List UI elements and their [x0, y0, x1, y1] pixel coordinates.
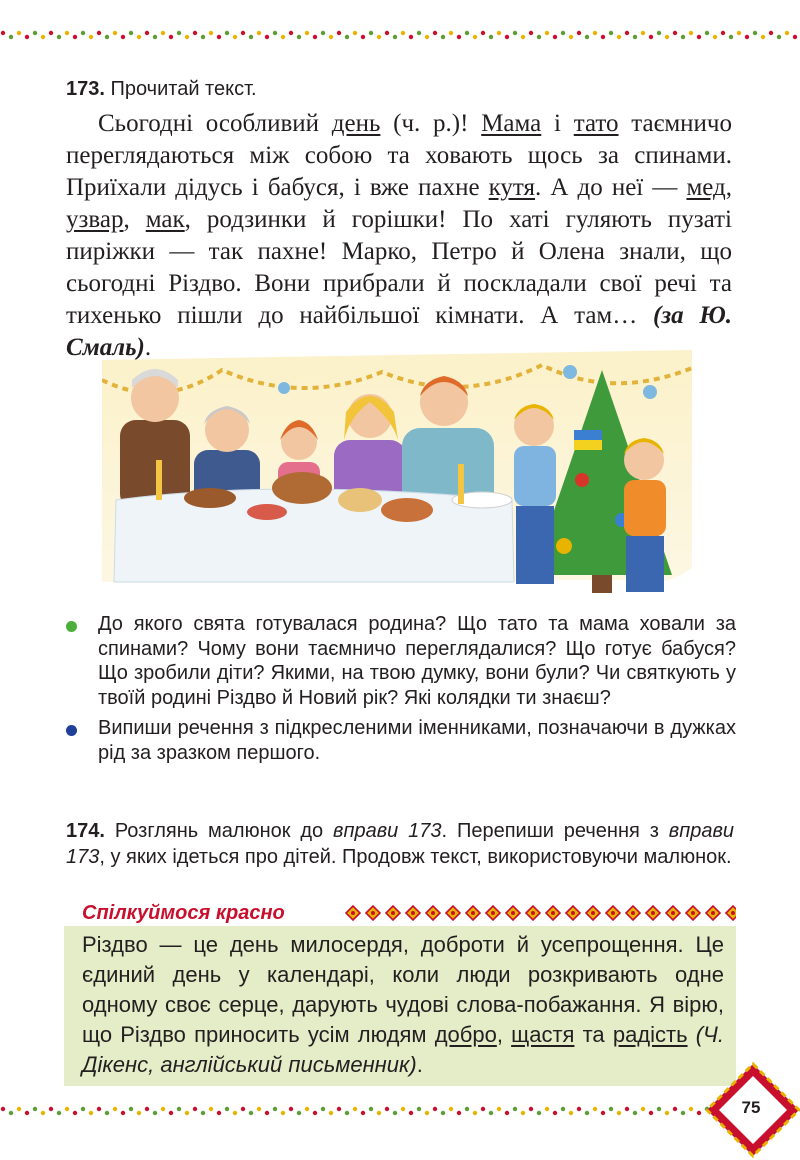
- bullet-icon: [66, 725, 77, 736]
- questions-list: [66, 612, 736, 771]
- text-run: , у яких ідеться про дітей. Продовж текст, використовуючи малюнок.: [99, 846, 732, 868]
- underlined-noun: мед: [686, 174, 726, 201]
- text-run: Сьогодні особливий: [98, 110, 332, 137]
- underlined-noun: кутя: [488, 174, 536, 201]
- text-run: , родзинки й горішки! По хаті гуляють пузаті пиріжки — так пахне! Марко, Петро й Олена знали, що сьогодні Різдво. Вони прибрали й поскладали свої речі та тихенько пішли до найбільшої кімнати. А там…: [66, 206, 732, 329]
- question-text: До якого свята готувалася родина? Що тато та мама ховали за спинами? Чому вони таємничо переглядалися? Що готує бабуся? Що зробили діти? Якими, на твою думку, вони були? Чи святкують у твоїй родині Різдво й Новий рік? Які колядки ти знаєш?: [98, 613, 736, 709]
- text-run: [688, 1022, 696, 1047]
- underlined-noun: добро: [434, 1022, 497, 1047]
- bottom-ornament-border: [0, 1104, 720, 1118]
- bullet-icon: [66, 621, 77, 632]
- top-ornament-border: [0, 28, 800, 42]
- text-run: .: [144, 334, 152, 361]
- italic-text: вправи 173: [333, 820, 442, 842]
- text-run: . А до неї —: [535, 174, 687, 201]
- underlined-noun: узвар: [66, 206, 124, 233]
- text-run: Різдво — це день милосердя, доброти й усепрощення. Це єдиний день у календарі, коли люди розкривають одне одному своє серце, дарують чудові слова-побажання. Я вірю, що Різдво приносить усім людям: [82, 932, 724, 1047]
- underlined-noun: Мама: [481, 110, 542, 137]
- exercise-174: [66, 818, 734, 870]
- boy-figure-right: [624, 438, 666, 592]
- italic-text: вправи 173: [66, 820, 735, 868]
- text-run: ,: [496, 1022, 512, 1047]
- exercise-173-heading: [66, 78, 257, 101]
- question-item: [66, 612, 736, 710]
- text-run: та: [574, 1022, 613, 1047]
- text-run: .: [416, 1052, 423, 1077]
- question-item: [66, 716, 736, 765]
- underlined-noun: щастя: [511, 1022, 575, 1047]
- story-paragraph: [66, 108, 732, 364]
- section-title: Спілкуймося красно: [82, 902, 285, 924]
- underlined-noun: тато: [573, 110, 619, 137]
- text-run: і: [541, 110, 574, 137]
- ornament-strip: [342, 904, 736, 922]
- quote-text: [82, 930, 724, 1080]
- text-run: ,: [725, 174, 732, 201]
- text-run: ,: [123, 206, 146, 233]
- italic-text: (Ч. Дікенс, англійський письменник): [82, 1022, 724, 1077]
- text-run: таємничо переглядаються між собою та ховають щось за спинами. Приїхали дідусь і бабуся, і вже пахне: [66, 110, 732, 201]
- question-text: Випиши речення з підкресленими іменниками, позначаючи в дужках рід за зразком першого.: [98, 717, 736, 764]
- source-citation: (за Ю. Смаль): [66, 302, 732, 361]
- text-run: Розглянь малюнок до: [114, 820, 334, 842]
- exercise-174-number: 174.: [66, 820, 105, 842]
- text-run: . Перепиши речення з: [441, 820, 669, 842]
- underlined-noun: мак: [145, 206, 185, 233]
- underlined-noun: день: [331, 110, 381, 137]
- exercise-173-instruction: Прочитай текст.: [110, 78, 257, 100]
- exercise-173-number: 173.: [66, 78, 105, 100]
- quote-box: [64, 926, 736, 1086]
- text-run: (ч. р.)!: [380, 110, 482, 137]
- underlined-noun: радість: [612, 1022, 688, 1047]
- exercise-174-text: [66, 820, 734, 868]
- christmas-family-illustration: [102, 350, 692, 612]
- boy-figure-left: [514, 404, 556, 584]
- page-number: 75: [741, 1098, 761, 1117]
- exercise-173-text: [66, 108, 732, 364]
